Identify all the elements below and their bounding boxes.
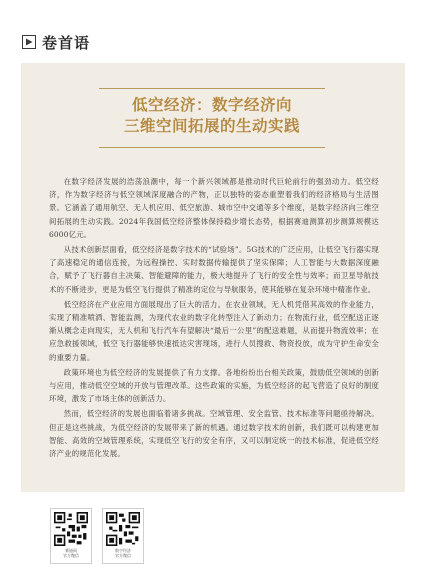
headline-line-1: 低空经济：数字经济向 — [131, 96, 292, 114]
paragraph: 低空经济在产业应用方面展现出了巨大的活力。在农业领域，无人机凭借其高效的作业能力，实现了精准喷洒、智能监测，为现代农业的数字化转型注入了新动力；在物流行业，低空配送正逐渐从概念走向现实，无人机和飞行汽车有望解决“最后一公里”的配送难题，从而提升物流效率；在应急救援领域，低空飞行器能够快速抵达灾害现场，进行人员搜救、物资投放，成为守护生命安全的重要力量。 — [49, 299, 379, 362]
qr-label — [115, 548, 131, 558]
paragraph: 在数字经济发展的浩荡浪潮中，每一个新兴领域都是推动时代巨轮前行的强劲动力。低空经济，作为数字经济与低空领域深度融合的产物，正以独特的姿态重塑着我们的经济格局与生活图景。它涵盖了通用航空、无人机应用、低空旅游、城市空中交通等多个维度，是数字经济向三维空间拓展的生动实践。2024年我国低空经济整体保持稳步增长态势，根据赛迪测算初步测算规模达6000亿元。 — [49, 177, 379, 239]
play-square-icon — [22, 35, 36, 49]
preface-panel — [21, 63, 405, 492]
section-title: 卷首语 — [42, 33, 91, 52]
paragraph: 然而，低空经济的发展也面临着诸多挑战。空域管理、安全监管、技术标准等问题亟待解决。但正是这些挑战，为低空经济的发展带来了新的机遇。通过数字技术的创新，我们既可以构建更加智能、高效的空域管理系统，实现低空飞行的安全有序，又可以制定统一的技术标准，促进低空经济产业的规范化发展。 — [49, 409, 379, 459]
qr-label-line: 官方微信 — [63, 553, 79, 558]
qr-card[interactable] — [50, 508, 92, 564]
qr-code-row — [50, 508, 144, 564]
qr-card[interactable] — [102, 508, 144, 564]
paragraph: 从技术创新层面看，低空经济是数字技术的“试验场”。5G技术的广泛应用，让低空飞行器实现了高速稳定的通信连接，为远程操控、实时数据传输提供了坚实保障；人工智能与大数据深度融合，赋予了飞行器自主决策、智能避障的能力，极大地提升了飞行的安全性与效率；而卫星导航技术的不断进步，更是为低空飞行提供了精准的定位与导航服务，使其能够在复杂环境中精准作业。 — [49, 245, 379, 294]
qr-label-line: 赛迪网 — [65, 548, 77, 553]
qr-code-icon — [106, 512, 140, 546]
qr-label-line: 官方微信 — [115, 553, 131, 558]
qr-label-line: 数字经济 — [115, 548, 131, 553]
article-body — [49, 175, 379, 462]
paragraph: 政策环境也为低空经济的发展提供了有力支撑。各地纷纷出台相关政策，鼓励低空领域的创新与应用，推动低空空域的开放与管理改革。这些政策的实施，为低空经济的起飞营造了良好的制度环境，激发了市场主体的创新活力。 — [49, 367, 379, 404]
qr-code-icon — [54, 512, 88, 546]
article-headline — [99, 95, 325, 137]
qr-label — [63, 548, 79, 558]
headline-frame — [99, 88, 325, 148]
headline-line-2: 三维空间拓展的生动实践 — [123, 117, 300, 135]
section-header — [22, 32, 90, 52]
